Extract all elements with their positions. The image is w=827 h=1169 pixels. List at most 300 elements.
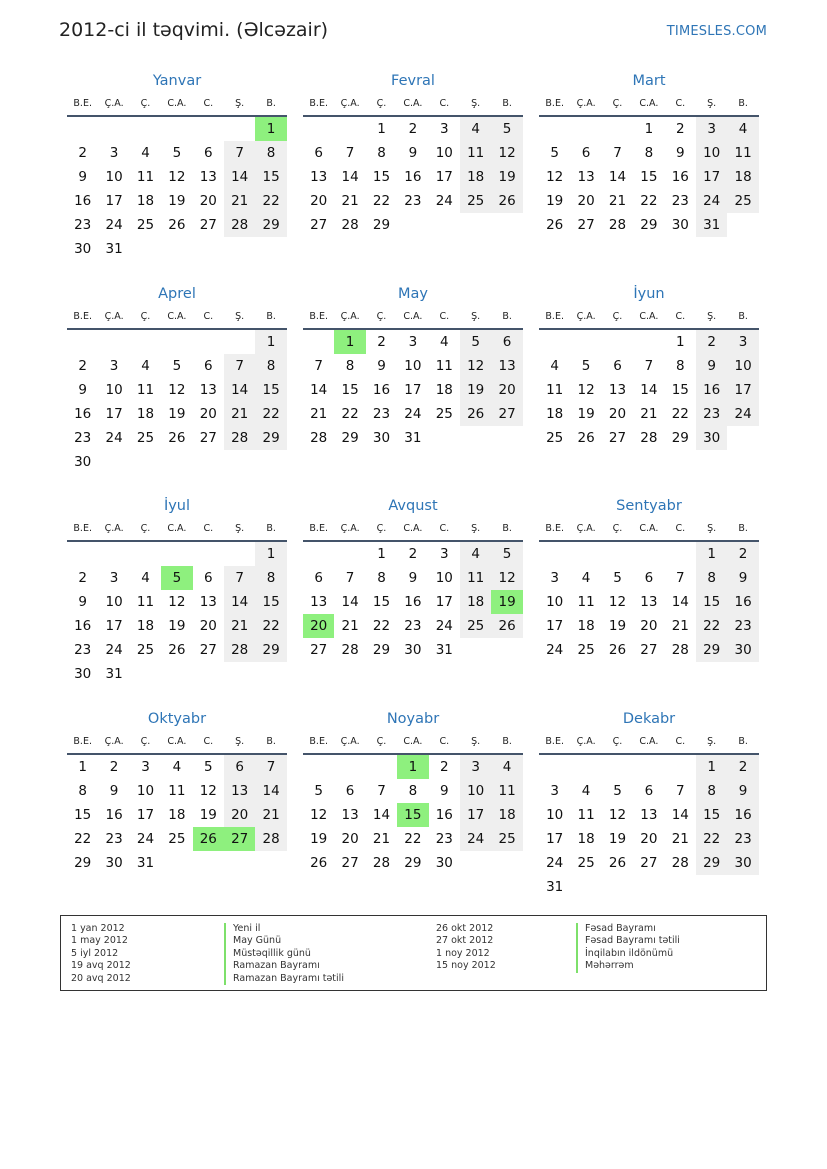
weekday-header: C. <box>439 523 450 534</box>
day-cell: 11 <box>460 141 491 165</box>
day-cell: 23 <box>727 827 758 851</box>
day-cell: 3 <box>439 121 449 137</box>
day-cell: 9 <box>727 779 758 803</box>
day-cell: 24 <box>435 618 453 634</box>
day-cell: 2 <box>78 145 87 161</box>
day-cell: 14 <box>372 807 391 823</box>
day-cell: 5 <box>550 145 559 161</box>
day-cell: 25 <box>136 217 155 233</box>
day-cell: 5 <box>491 117 522 141</box>
day-cell: 23 <box>404 193 422 209</box>
day-cell: 5 <box>172 358 182 374</box>
day-cell: 10 <box>404 358 422 374</box>
weekday-header: B. <box>502 523 512 534</box>
day-cell: 20 <box>608 406 627 422</box>
weekday-header: Ç. <box>612 736 623 747</box>
day-cell: 3 <box>696 117 727 141</box>
day-cell: 13 <box>341 807 359 823</box>
day-cell: 31 <box>404 430 422 446</box>
weekday-header: B. <box>266 311 276 322</box>
day-cell: 18 <box>460 590 491 614</box>
day-cell: 10 <box>136 783 155 799</box>
day-cell: 11 <box>577 594 595 610</box>
day-cell: 10 <box>460 779 491 803</box>
day-cell: 16 <box>105 807 123 823</box>
day-cell: 2 <box>439 759 449 775</box>
weekday-header: Ş. <box>471 523 481 534</box>
weekday-header: B. <box>738 523 748 534</box>
day-cell: 26 <box>168 217 186 233</box>
day-cell: 17 <box>404 382 422 398</box>
day-cell: 11 <box>136 382 155 398</box>
weekday-header: C.A. <box>167 736 187 747</box>
weekday-header: B.E. <box>545 311 564 322</box>
day-cell: 21 <box>640 406 658 422</box>
day-cell: 8 <box>644 145 654 161</box>
day-cell: 9 <box>439 783 449 799</box>
day-cell: 7 <box>377 783 386 799</box>
day-cell: 25 <box>136 430 155 446</box>
day-cell: 14 <box>310 382 328 398</box>
day-cell: 13 <box>199 169 217 185</box>
day-cell: 11 <box>460 566 491 590</box>
day-cell: 8 <box>377 145 386 161</box>
legend-right-names <box>576 923 680 973</box>
day-cell: 18 <box>577 618 595 634</box>
day-cell: 26 <box>608 642 627 658</box>
day-cell: 28 <box>310 430 328 446</box>
day-cell: 29 <box>255 638 286 662</box>
day-cell: 14 <box>671 807 689 823</box>
day-cell: 29 <box>404 855 422 871</box>
day-cell: 3 <box>141 759 150 775</box>
day-cell: 21 <box>224 402 255 426</box>
month-name: May <box>398 286 428 302</box>
day-cell: 16 <box>404 169 422 185</box>
day-cell: 2 <box>78 358 87 374</box>
day-cell: 11 <box>136 594 155 610</box>
day-cell: 9 <box>675 145 685 161</box>
day-cell: 20 <box>199 406 217 422</box>
day-cell: 13 <box>640 594 658 610</box>
day-cell: 26 <box>577 430 595 446</box>
day-cell: 3 <box>408 334 418 350</box>
day-cell: 17 <box>696 165 727 189</box>
brand-logo[interactable]: TIMESLES.COM <box>666 24 767 39</box>
day-cell: 20 <box>491 378 522 402</box>
day-cell: 23 <box>727 614 758 638</box>
legend-holiday-name: Fəsad Bayramı <box>576 923 680 935</box>
weekday-header: C.A. <box>639 311 659 322</box>
day-cell: 17 <box>460 803 491 827</box>
day-cell: 8 <box>696 779 727 803</box>
day-cell: 16 <box>74 618 92 634</box>
day-cell: 13 <box>199 594 217 610</box>
day-cell: 17 <box>105 618 123 634</box>
weekday-header: Ş. <box>707 736 717 747</box>
day-cell: 6 <box>644 783 654 799</box>
day-cell: 30 <box>727 638 758 662</box>
day-cell: 6 <box>345 783 355 799</box>
day-cell: 4 <box>491 755 522 779</box>
weekday-header: Ç.A. <box>340 311 360 322</box>
weekday-header: C.A. <box>639 523 659 534</box>
day-cell: 19 <box>168 193 186 209</box>
day-cell: 29 <box>255 426 286 450</box>
day-cell: 27 <box>199 430 217 446</box>
weekday-header: B. <box>738 736 748 747</box>
legend-date: 19 avq 2012 <box>71 960 131 972</box>
day-cell: 29 <box>255 213 286 237</box>
day-cell: 25 <box>460 189 491 213</box>
weekday-header: C. <box>439 311 450 322</box>
day-cell: 16 <box>435 807 453 823</box>
day-cell: 23 <box>435 831 453 847</box>
day-cell: 22 <box>696 827 727 851</box>
day-cell: 27 <box>310 217 328 233</box>
month-name: Dekabr <box>622 711 676 727</box>
day-cell: 23 <box>74 642 92 658</box>
day-cell: 3 <box>727 330 758 354</box>
weekday-header: B.E. <box>73 98 92 109</box>
page-title: 2012-ci il təqvimi. (Əlcəzair) <box>59 19 329 41</box>
weekday-header: C. <box>203 736 214 747</box>
day-cell: 29 <box>696 638 727 662</box>
day-cell: 27 <box>199 217 217 233</box>
day-cell: 2 <box>408 546 418 562</box>
weekday-header: Ş. <box>707 98 717 109</box>
legend-date: 1 noy 2012 <box>436 947 490 959</box>
month-name: İyun <box>633 286 665 302</box>
day-cell: 4 <box>727 117 758 141</box>
day-cell: 2 <box>408 121 418 137</box>
holiday-day-cell: 27 <box>224 827 255 851</box>
day-cell: 25 <box>491 827 522 851</box>
day-cell: 31 <box>696 213 727 237</box>
day-cell: 26 <box>168 642 186 658</box>
day-cell: 4 <box>439 334 449 350</box>
day-cell: 1 <box>644 121 654 137</box>
day-cell: 6 <box>613 358 622 374</box>
day-cell: 23 <box>404 618 422 634</box>
holiday-legend <box>60 915 767 991</box>
day-cell: 22 <box>255 614 286 638</box>
day-cell: 28 <box>255 827 286 851</box>
weekday-header: Ç.A. <box>104 736 124 747</box>
day-cell: 14 <box>341 169 359 185</box>
weekday-header: B.E. <box>309 523 328 534</box>
day-cell: 3 <box>109 145 119 161</box>
day-cell: 17 <box>435 594 453 610</box>
day-cell: 6 <box>203 570 213 586</box>
day-cell: 20 <box>199 618 217 634</box>
day-cell: 20 <box>310 193 328 209</box>
legend-holiday-name: Ramazan Bayramı <box>224 960 344 972</box>
day-cell: 7 <box>613 145 622 161</box>
day-cell: 20 <box>199 193 217 209</box>
day-cell: 2 <box>109 759 119 775</box>
month-name: Oktyabr <box>147 711 207 727</box>
day-cell: 26 <box>491 189 522 213</box>
day-cell: 11 <box>435 358 453 374</box>
day-cell: 2 <box>696 330 727 354</box>
day-cell: 12 <box>168 594 186 610</box>
legend-date: 1 may 2012 <box>71 935 128 947</box>
day-cell: 7 <box>345 145 355 161</box>
day-cell: 25 <box>435 406 453 422</box>
day-cell: 15 <box>671 382 689 398</box>
day-cell: 3 <box>439 546 449 562</box>
month-name: Noyabr <box>386 711 440 727</box>
day-cell: 12 <box>608 594 627 610</box>
day-cell: 22 <box>74 831 92 847</box>
day-cell: 17 <box>435 169 453 185</box>
day-cell: 16 <box>727 590 758 614</box>
day-cell: 30 <box>727 851 758 875</box>
day-cell: 22 <box>671 406 689 422</box>
day-cell: 18 <box>460 165 491 189</box>
day-cell: 19 <box>546 193 564 209</box>
weekday-header: C.A. <box>639 736 659 747</box>
day-cell: 25 <box>136 642 155 658</box>
day-cell: 14 <box>608 169 627 185</box>
weekday-header: Ç. <box>612 98 623 109</box>
weekday-header: Ş. <box>235 736 245 747</box>
day-cell: 24 <box>404 406 422 422</box>
day-cell: 12 <box>168 169 186 185</box>
day-cell: 12 <box>546 169 564 185</box>
weekday-header: Ç. <box>376 98 387 109</box>
weekday-header: Ç.A. <box>340 736 360 747</box>
holiday-day-cell: 5 <box>161 566 192 590</box>
day-cell: 28 <box>372 855 391 871</box>
weekday-header: Ş. <box>235 311 245 322</box>
day-cell: 8 <box>255 141 286 165</box>
day-cell: 29 <box>696 851 727 875</box>
day-cell: 14 <box>640 382 658 398</box>
weekday-header: C. <box>675 523 686 534</box>
legend-holiday-name: İnqilabın ildönümü <box>576 948 680 960</box>
day-cell: 22 <box>255 402 286 426</box>
day-cell: 8 <box>255 566 286 590</box>
day-cell: 31 <box>435 642 453 658</box>
weekday-header: C.A. <box>403 736 423 747</box>
day-cell: 8 <box>377 570 386 586</box>
weekday-header: Ç.A. <box>576 311 596 322</box>
day-cell: 21 <box>608 193 627 209</box>
day-cell: 6 <box>314 570 323 586</box>
day-cell: 4 <box>141 358 150 374</box>
day-cell: 2 <box>727 542 758 566</box>
day-cell: 12 <box>310 807 328 823</box>
day-cell: 25 <box>168 831 186 847</box>
weekday-header: C.A. <box>639 98 659 109</box>
day-cell: 15 <box>372 594 391 610</box>
legend-holiday-name: May Günü <box>224 935 344 947</box>
day-cell: 9 <box>78 594 87 610</box>
day-cell: 30 <box>105 855 123 871</box>
day-cell: 6 <box>203 358 213 374</box>
weekday-header: C.A. <box>167 311 187 322</box>
weekday-header: Ş. <box>707 523 717 534</box>
day-cell: 29 <box>671 430 689 446</box>
day-cell: 21 <box>224 189 255 213</box>
day-cell: 27 <box>640 855 658 871</box>
day-cell: 31 <box>546 879 564 895</box>
holiday-day-cell: 19 <box>491 590 522 614</box>
holiday-day-cell: 1 <box>397 755 428 779</box>
day-cell: 31 <box>105 241 123 257</box>
day-cell: 10 <box>696 141 727 165</box>
month-name: Fevral <box>391 73 435 89</box>
day-cell: 9 <box>78 169 87 185</box>
day-cell: 21 <box>372 831 391 847</box>
day-cell: 4 <box>460 542 491 566</box>
day-cell: 3 <box>550 783 559 799</box>
day-cell: 26 <box>608 855 627 871</box>
day-cell: 12 <box>168 382 186 398</box>
day-cell: 24 <box>435 193 453 209</box>
day-cell: 5 <box>314 783 323 799</box>
day-cell: 24 <box>460 827 491 851</box>
day-cell: 1 <box>696 542 727 566</box>
day-cell: 7 <box>675 570 685 586</box>
weekday-header: Ç.A. <box>576 98 596 109</box>
day-cell: 9 <box>78 382 87 398</box>
legend-date: 26 okt 2012 <box>436 923 494 934</box>
day-cell: 3 <box>460 755 491 779</box>
day-cell: 28 <box>341 217 359 233</box>
day-cell: 16 <box>74 193 92 209</box>
day-cell: 21 <box>224 614 255 638</box>
month-name: Avqust <box>388 498 438 514</box>
holiday-day-cell: 1 <box>334 330 365 354</box>
day-cell: 27 <box>491 402 522 426</box>
weekday-header: Ş. <box>235 523 245 534</box>
legend-date: 5 iyl 2012 <box>71 947 119 959</box>
holiday-day-cell: 20 <box>303 614 334 638</box>
header-rule <box>67 115 287 117</box>
weekday-header: B.E. <box>73 311 92 322</box>
day-cell: 2 <box>78 570 87 586</box>
weekday-header: B. <box>502 736 512 747</box>
weekday-header: C. <box>439 736 450 747</box>
day-cell: 17 <box>136 807 155 823</box>
day-cell: 9 <box>727 566 758 590</box>
day-cell: 10 <box>105 169 123 185</box>
day-cell: 18 <box>435 382 453 398</box>
day-cell: 13 <box>199 382 217 398</box>
day-cell: 3 <box>109 358 119 374</box>
day-cell: 23 <box>105 831 123 847</box>
day-cell: 15 <box>255 378 286 402</box>
day-cell: 18 <box>136 618 155 634</box>
day-cell: 10 <box>435 145 453 161</box>
weekday-header: C. <box>675 311 686 322</box>
day-cell: 25 <box>727 189 758 213</box>
day-cell: 18 <box>168 807 186 823</box>
day-cell: 29 <box>74 855 92 871</box>
day-cell: 4 <box>581 783 591 799</box>
day-cell: 16 <box>671 169 689 185</box>
day-cell: 7 <box>345 570 355 586</box>
day-cell: 15 <box>255 590 286 614</box>
day-cell: 19 <box>460 378 491 402</box>
day-cell: 21 <box>255 803 286 827</box>
day-cell: 28 <box>341 642 359 658</box>
legend-right-dates <box>436 923 496 973</box>
day-cell: 1 <box>675 334 685 350</box>
day-cell: 11 <box>168 783 186 799</box>
day-cell: 20 <box>640 831 658 847</box>
legend-left-names <box>224 923 344 985</box>
day-cell: 7 <box>675 783 685 799</box>
day-cell: 10 <box>105 594 123 610</box>
weekday-header: C.A. <box>167 523 187 534</box>
weekday-header: B.E. <box>73 523 92 534</box>
day-cell: 6 <box>644 570 654 586</box>
day-cell: 25 <box>546 430 564 446</box>
legend-left-dates <box>71 923 131 985</box>
weekday-header: Ç. <box>140 98 151 109</box>
day-cell: 9 <box>696 354 727 378</box>
day-cell: 1 <box>377 546 386 562</box>
day-cell: 19 <box>168 618 186 634</box>
month-name: Yanvar <box>152 73 202 89</box>
day-cell: 16 <box>372 382 391 398</box>
day-cell: 4 <box>141 145 150 161</box>
day-cell: 16 <box>727 803 758 827</box>
day-cell: 17 <box>546 618 564 634</box>
day-cell: 12 <box>577 382 595 398</box>
day-cell: 5 <box>203 759 213 775</box>
day-cell: 12 <box>608 807 627 823</box>
legend-date: 1 yan 2012 <box>71 923 125 934</box>
weekday-header: Ç.A. <box>340 523 360 534</box>
day-cell: 22 <box>341 406 359 422</box>
day-cell: 17 <box>546 831 564 847</box>
day-cell: 28 <box>640 430 658 446</box>
day-cell: 8 <box>408 783 418 799</box>
day-cell: 14 <box>341 594 359 610</box>
day-cell: 19 <box>199 807 217 823</box>
day-cell: 28 <box>671 855 689 871</box>
weekday-header: C. <box>675 736 686 747</box>
day-cell: 14 <box>224 378 255 402</box>
day-cell: 28 <box>224 638 255 662</box>
day-cell: 19 <box>608 618 627 634</box>
day-cell: 12 <box>491 566 522 590</box>
weekday-header: B. <box>266 98 276 109</box>
day-cell: 3 <box>109 570 119 586</box>
day-cell: 19 <box>491 165 522 189</box>
weekday-header: Ş. <box>471 98 481 109</box>
day-cell: 9 <box>408 145 418 161</box>
day-cell: 12 <box>491 141 522 165</box>
day-cell: 10 <box>727 354 758 378</box>
weekday-header: B.E. <box>73 736 92 747</box>
day-cell: 11 <box>577 807 595 823</box>
legend-holiday-name: Müstəqillik günü <box>224 948 344 960</box>
weekday-header: C.A. <box>403 98 423 109</box>
weekday-header: Ç.A. <box>576 523 596 534</box>
day-cell: 17 <box>105 406 123 422</box>
day-cell: 14 <box>224 165 255 189</box>
weekday-header: Ş. <box>235 98 245 109</box>
day-cell: 19 <box>168 406 186 422</box>
day-cell: 27 <box>640 642 658 658</box>
day-cell: 15 <box>255 165 286 189</box>
